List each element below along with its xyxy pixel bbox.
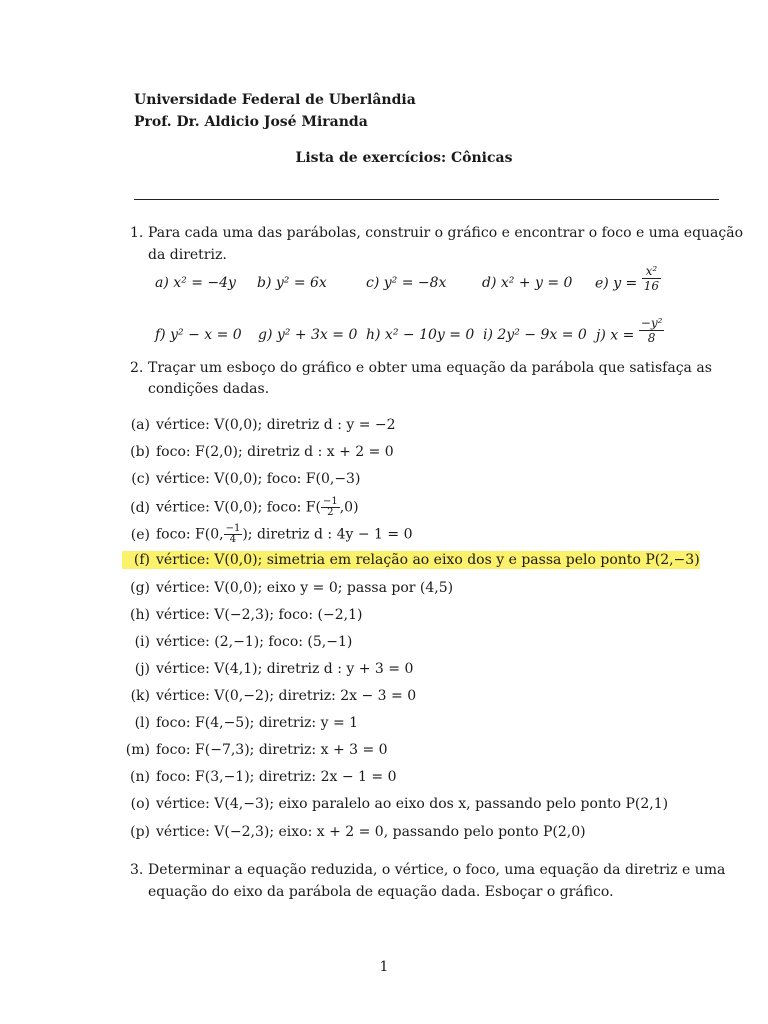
item-text: vértice: V(0,0); simetria em relação ao eixo dos y e passa pelo ponto P(2,−3) [156,552,700,568]
question-2-number: 2. [130,360,144,376]
item-label: (d) [130,499,150,516]
item-text: vértice: V(0,0); foco: F( [156,499,321,516]
item-text: vértice: V(0,0); foco: F(0,−3) [156,471,361,487]
q2-item-d [122,497,359,518]
q1-item-j-denominator: 8 [647,331,656,345]
q1-item-e [595,264,661,293]
q1-item-e-numerator: x² [642,264,661,279]
item-label: (b) [130,444,150,460]
q2-item-b [122,443,394,461]
item-text: foco: F(3,−1); diretriz: 2x − 1 = 0 [156,769,397,785]
q1-item-b: b) y² = 6x [257,275,327,291]
q1-item-j-label: j) x = [596,327,635,344]
item-label: (c) [131,471,150,487]
item-label: (k) [130,688,150,704]
q1-item-d: d) x² + y = 0 [482,275,573,291]
fraction-numerator: −1 [225,523,241,534]
item-text: foco: F(2,0); diretriz d : x + 2 = 0 [156,444,394,460]
header-divider [134,199,719,200]
item-label: (f) [133,552,150,568]
q1-item-h: h) x² − 10y = 0 [366,327,475,343]
item-text: vértice: V(0,−2); diretriz: 2x − 3 = 0 [156,688,417,704]
q2-item-a [122,416,396,434]
item-text: vértice: V(4,−3); eixo paralelo ao eixo dos x, passando pelo ponto P(2,1) [156,796,669,812]
q2-item-i [122,633,352,651]
item-fraction [224,524,243,545]
item-text-end: ,0) [339,499,359,516]
q2-item-c [122,470,360,488]
q1-item-j [596,316,664,345]
q1-item-e-label: e) y = [595,275,638,292]
q2-item-h [122,606,362,624]
q2-item-g [122,579,453,597]
item-text: vértice: (2,−1); foco: (5,−1) [156,634,353,650]
item-label: (p) [130,824,150,840]
question-1-text-line1: Para cada uma das parábolas, construir o gráfico e encontrar o foco e uma equação [148,225,744,241]
question-3-text-line1: Determinar a equação reduzida, o vértice, o foco, uma equação da diretriz e uma [148,862,726,878]
question-1-number: 1. [130,225,144,241]
question-2-text-line2: condições dadas. [148,381,270,397]
q2-item-k [122,687,416,705]
q1-item-c: c) y² = −8x [366,275,447,291]
q1-item-f: f) y² − x = 0 [155,327,242,343]
question-3-text-line2: equação do eixo da parábola de equação dada. Esboçar o gráfico. [148,884,614,900]
item-text: vértice: V(−2,3); eixo: x + 2 = 0, passando pelo ponto P(2,0) [156,824,586,840]
q2-item-o [122,795,668,813]
item-label: (l) [134,715,150,731]
q2-item-e [122,524,412,545]
fraction-denominator: 4 [229,534,237,545]
page-title: Lista de exercícios: Cônicas [295,150,513,166]
q1-item-g: g) y² + 3x = 0 [258,327,358,343]
q2-item-n [122,768,396,786]
item-label: (m) [125,742,150,758]
item-text: foco: F(−7,3); diretriz: x + 3 = 0 [156,742,388,758]
fraction-denominator: 2 [327,507,334,518]
item-text-end: ); diretriz d : 4y − 1 = 0 [242,526,413,543]
fraction-numerator: −1 [322,496,338,507]
item-label: (a) [130,417,150,433]
q1-item-j-numerator: −y² [640,316,663,330]
q1-item-e-denominator: 16 [643,279,660,293]
q2-item-m [122,741,388,759]
item-label: (g) [130,580,150,596]
page-number: 1 [379,959,389,975]
question-2-text-line1: Traçar um esboço do gráfico e obter uma equação da parábola que satisfaça as [148,360,712,376]
item-text: foco: F(4,−5); diretriz: y = 1 [156,715,359,731]
q1-item-e-fraction [642,264,661,293]
question-3-number: 3. [130,862,144,878]
q2-item-j [122,660,413,678]
q1-item-j-fraction [639,316,665,345]
item-label: (h) [130,607,150,623]
item-label: (j) [134,661,150,677]
item-fraction [321,497,340,518]
item-text: vértice: V(0,0); diretriz d : y = −2 [156,417,396,433]
item-label: (e) [130,526,150,543]
question-1-text-line2: da diretriz. [148,247,227,263]
q2-item-p [122,823,586,841]
q1-item-a: a) x² = −4y [155,275,236,291]
highlighted-text [122,551,700,569]
item-label: (n) [130,769,150,785]
q2-item-l [122,714,358,732]
item-text: vértice: V(4,1); diretriz d : y + 3 = 0 [156,661,414,677]
q2-item-f [122,551,700,569]
item-label: (o) [130,796,150,812]
item-text: foco: F(0, [156,526,224,543]
item-label: (i) [134,634,150,650]
item-text: vértice: V(0,0); eixo y = 0; passa por (4,5) [156,580,454,596]
university-name: Universidade Federal de Uberlândia [134,92,416,108]
professor-name: Prof. Dr. Aldicio José Miranda [134,114,368,130]
item-text: vértice: V(−2,3); foco: (−2,1) [156,607,363,623]
q1-item-i: i) 2y² − 9x = 0 [483,327,587,343]
